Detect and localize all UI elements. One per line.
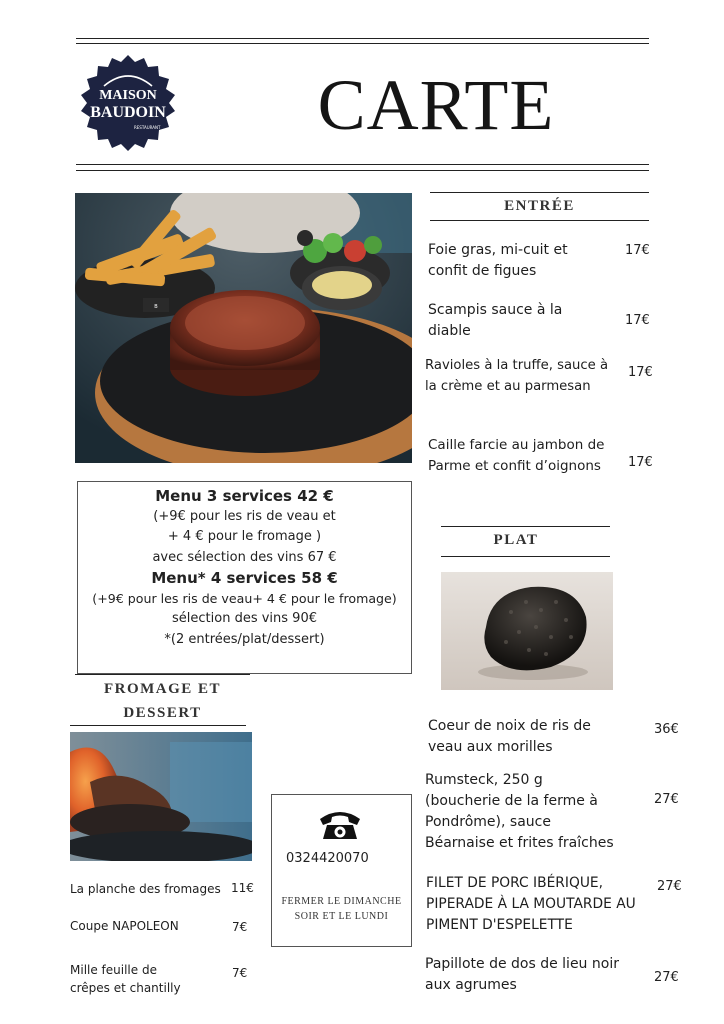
- fromage-item-3: Mille feuille de crêpes et chantilly: [70, 963, 181, 995]
- fromage-rule-bottom: [70, 725, 246, 726]
- fromage-item-2: Coupe NAPOLEON: [70, 919, 179, 933]
- steak-photo: [75, 193, 412, 463]
- plat-rule-bottom: [441, 556, 610, 557]
- entree-price-3: 17€: [628, 365, 653, 380]
- plat-title: PLAT: [493, 532, 539, 548]
- closed-line-1: FERMER LE DIMANCHE: [281, 896, 402, 907]
- entree-rule-top: [430, 192, 649, 193]
- truffle-photo: [441, 572, 613, 690]
- contact-box: [271, 794, 412, 947]
- plat-item-4: Papillote de dos de lieu noir aux agrumes: [425, 956, 619, 993]
- menu-4-note: (+9€ pour les ris de veau+ 4 € pour le fromage): [92, 590, 397, 606]
- brand-tag: RESTAURANT: [134, 125, 161, 130]
- entree-item-1: Foie gras, mi-cuit et confit de figues: [428, 242, 568, 279]
- fromage-item-1: La planche des fromages: [70, 882, 221, 896]
- header-bottom-rule: [76, 164, 649, 165]
- menu-box: [77, 481, 412, 674]
- svg-text:B: B: [154, 304, 158, 310]
- menu-4-footnote: *(2 entrées/plat/dessert): [164, 631, 325, 647]
- plat-rule-top: [441, 526, 610, 527]
- menu-3-note-1: (+9€ pour les ris de veau et: [153, 508, 336, 524]
- plat-item-2: Rumsteck, 250 g (boucherie de la ferme à Pondrôme), sauce Béarnaise et frites fraîches: [425, 772, 614, 851]
- entree-price-2: 17€: [625, 313, 650, 328]
- plat-price-4: 27€: [654, 970, 679, 985]
- entree-item-4: Caille farcie au jambon de Parme et confit d’oignons: [428, 437, 605, 474]
- header-bottom-rule-2: [76, 170, 649, 171]
- fromage-title-2: DESSERT: [123, 705, 202, 721]
- top-rule: [76, 38, 649, 39]
- page-title: CARTE: [317, 65, 555, 145]
- brand-line2: BAUDOIN: [90, 104, 166, 121]
- fromage-price-2: 7€: [232, 920, 248, 934]
- entree-item-2: Scampis sauce à la diable: [428, 302, 563, 339]
- fromage-price-1: 11€: [231, 881, 254, 895]
- entree-rule-bottom: [430, 220, 649, 221]
- menu-3-services: Menu 3 services 42 €: [155, 487, 334, 505]
- entree-price-1: 17€: [625, 243, 650, 258]
- plat-item-3: FILET DE PORC IBÉRIQUE, PIPERADE À LA MOUTARDE AU PIMENT D'ESPELETTE: [426, 875, 636, 933]
- plat-price-1: 36€: [654, 722, 679, 737]
- dessert-photo: [70, 732, 252, 861]
- brand-line1: MAISON: [99, 88, 157, 103]
- phone-icon: [317, 808, 363, 842]
- menu-4-wine: sélection des vins 90€: [172, 611, 317, 626]
- entree-title: ENTRÉE: [504, 198, 575, 214]
- plat-price-2: 27€: [654, 792, 679, 807]
- plat-price-3: 27€: [657, 879, 682, 894]
- closed-line-2: SOIR ET LE LUNDI: [294, 911, 389, 922]
- phone-number: 0324420070: [286, 851, 369, 866]
- entree-item-3: Ravioles à la truffe, sauce à la crème et au parmesan: [425, 358, 609, 394]
- fromage-rule-top: [75, 674, 250, 675]
- plat-item-1: Coeur de noix de ris de veau aux morilles: [428, 718, 591, 755]
- entree-price-4: 17€: [628, 455, 653, 470]
- fromage-title-1: FROMAGE ET: [103, 681, 222, 697]
- top-rule-2: [76, 43, 649, 44]
- brand-logo: [74, 52, 182, 158]
- fromage-price-3: 7€: [232, 966, 248, 980]
- menu-4-services: Menu* 4 services 58 €: [151, 569, 338, 587]
- menu-3-note-2: + 4 € pour le fromage ): [167, 529, 322, 544]
- menu-3-wine: avec sélection des vins 67 €: [152, 549, 337, 565]
